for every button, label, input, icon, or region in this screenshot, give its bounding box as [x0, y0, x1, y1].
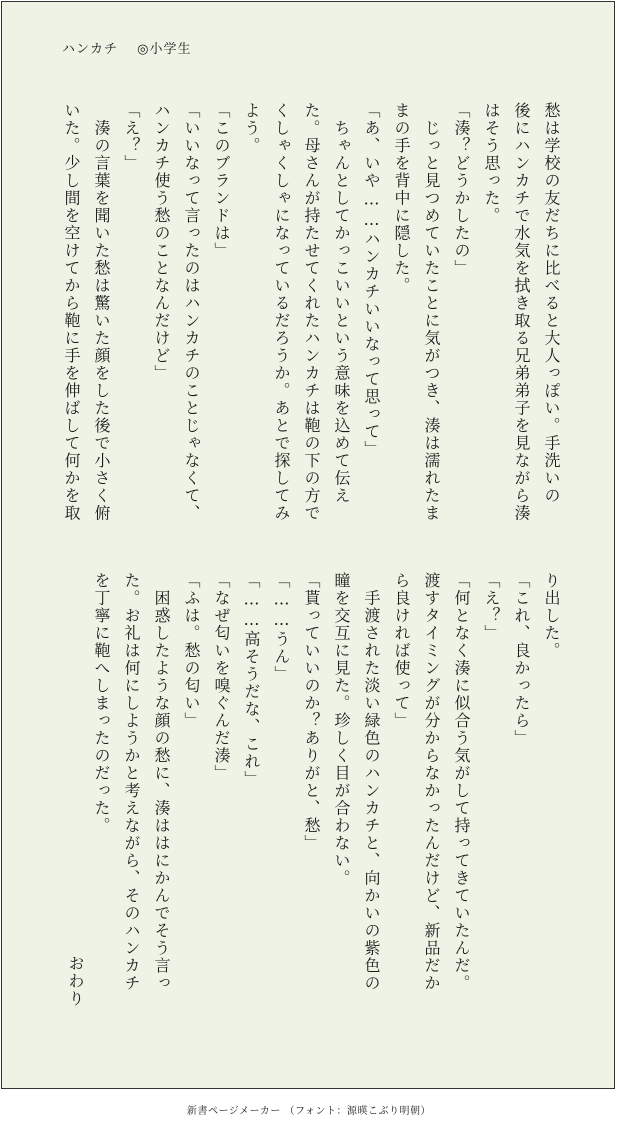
- text-line: 「湊？どうかしたの」: [452, 102, 471, 277]
- text-line: 「いいなって言ったのはハンカチのことじゃなくて、: [182, 102, 201, 522]
- text-line: た。母さんが持たせてくれたハンカチは鞄の下の方で: [302, 102, 321, 522]
- text-line: ら良ければ使って」: [392, 572, 411, 730]
- text-line: 「これ、良かったら」: [512, 572, 531, 747]
- text-line: 「え？」: [482, 572, 501, 642]
- text-line: 湊の言葉を聞いた愁は驚いた顔をした後で小さく俯: [92, 102, 111, 522]
- page-header: [62, 38, 192, 57]
- text-line: 「このブランドは」: [212, 102, 231, 260]
- text-line: 渡すタイミングが分からなかったんだけど、新品だか: [422, 572, 441, 992]
- text-line: 「……うん」: [272, 572, 291, 683]
- text-line: 「貰っていいのか？ありがと、愁」: [302, 572, 321, 852]
- text-line: ちゃんとしてかっこいいという意味を込めて伝え: [332, 102, 351, 505]
- text-line: り出した。: [542, 572, 561, 660]
- text-line: 「ふは。愁の匂い」: [182, 572, 201, 730]
- text-line: まの手を背中に隠した。: [392, 102, 411, 295]
- text-line: じっと見つめていたことに気がつき、湊は濡れたま: [422, 102, 441, 522]
- text-line: 「なぜ匂いを嗅ぐんだ湊」: [212, 572, 231, 782]
- genre-tag: ◎小学生: [137, 42, 192, 57]
- lower-text-block: [86, 572, 566, 1002]
- text-line: 瞳を交互に見た。珍しく目が合わない。: [332, 572, 351, 887]
- footer-credit: 新書ページメーカー （フォント：源暎こぶり明朝）: [187, 1106, 431, 1117]
- text-line: 「……高そうだな、これ」: [242, 572, 261, 788]
- text-line: 「あ、いや……ハンカチいいなって思って」: [362, 102, 381, 458]
- text-line: 後にハンカチで水気を拭き取る兄弟弟子を見ながら湊: [512, 102, 531, 522]
- text-line: ハンカチ使う愁のことなんだけど」: [152, 102, 171, 382]
- text-line: 困惑したような顔の愁に、湊ははにかんでそう言っ: [152, 572, 171, 992]
- text-line: 愁は学校の友だちに比べると大人っぽい。手洗いの: [542, 102, 561, 505]
- ending-mark: おわり: [66, 955, 85, 1008]
- book-page: [1, 1, 615, 1089]
- text-line: 手渡された淡い緑色のハンカチと、向かいの紫色の: [362, 572, 381, 992]
- text-line: 「何となく湊に似合う気がして持ってきていたんだ。: [452, 572, 471, 992]
- upper-text-block: [56, 102, 566, 532]
- story-title: ハンカチ: [62, 42, 119, 57]
- text-line: た。お礼は何にしようかと考えながら、そのハンカチ: [122, 572, 141, 992]
- text-line: いた。少し間を空けてから鞄に手を伸ばして何かを取: [62, 102, 81, 522]
- text-line: 「え？」: [122, 102, 141, 172]
- text-line: はそう思った。: [482, 102, 501, 225]
- text-line: を丁寧に鞄へしまったのだった。: [92, 572, 111, 835]
- text-line: よう。: [242, 102, 261, 155]
- text-line: くしゃくしゃになっているだろうか。あとで探してみ: [272, 102, 291, 522]
